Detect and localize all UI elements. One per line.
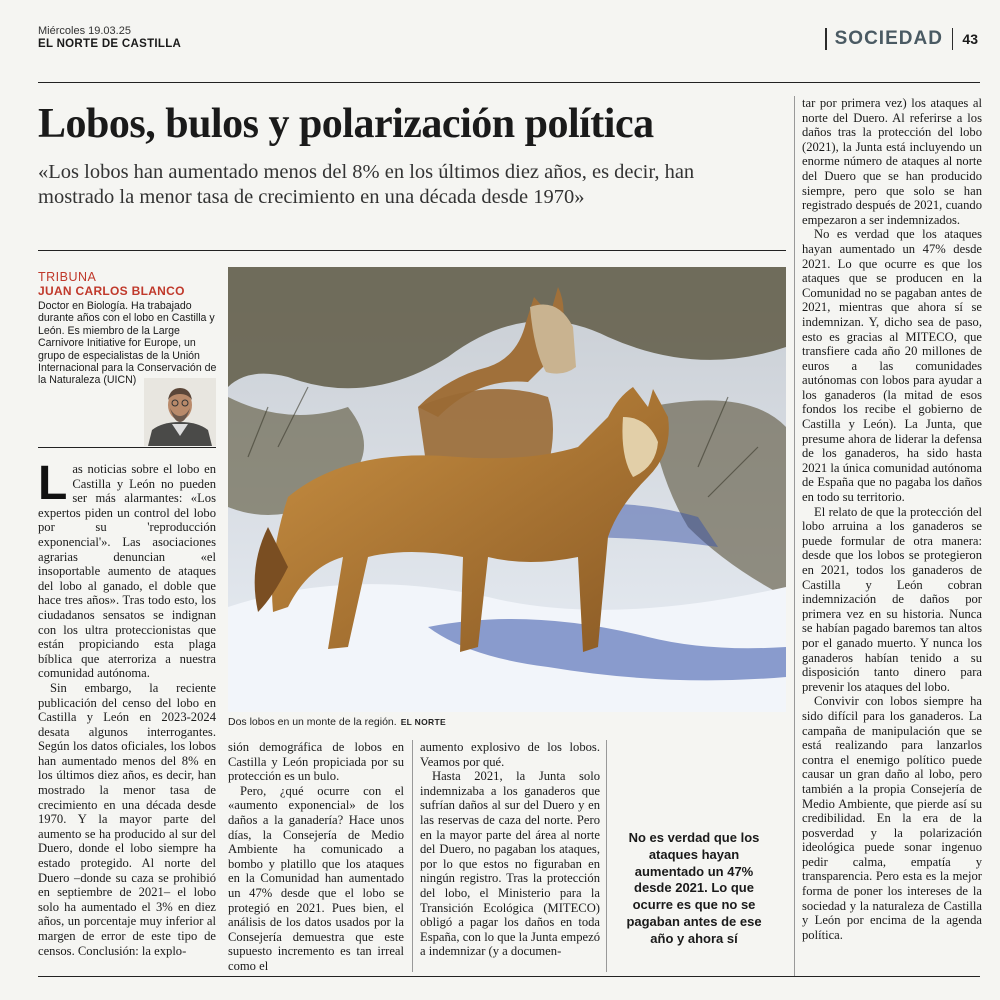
column-4 <box>802 96 982 942</box>
bio-rule <box>38 447 216 448</box>
page-number: 43 <box>962 31 978 47</box>
paragraph: tar por primera vez) los ataques al norte del Duero. Al referirse a los daños tras la protección del lobo (2021), la Junta está incluyendo un enorme número de ataques al norte del Duero que se han producido siempre, pero que solo se han registrado después de 2021, cuando empezaron a ser indemnizados. <box>802 96 982 227</box>
drop-cap: L <box>38 457 68 510</box>
pull-quote: No es verdad que los ataques hayan aumentado un 47% desde 2021. Lo que ocurre es que no se pagaban antes de ese año y ahora sí <box>626 830 762 946</box>
column-divider <box>606 740 607 972</box>
photo-credit: EL NORTE <box>400 717 446 727</box>
section-name: SOCIEDAD <box>834 28 943 49</box>
newspaper-name: EL NORTE DE CASTILLA <box>38 38 182 50</box>
headline: Lobos, bulos y polarización política <box>38 101 654 147</box>
column-divider <box>412 740 413 972</box>
issue-date: Miércoles 19.03.25 <box>38 25 131 37</box>
wolves-photo <box>228 267 786 712</box>
author-portrait <box>144 378 216 446</box>
photo-caption <box>228 716 446 728</box>
author-bio: Doctor en Biología. Ha trabajado durante años con el lobo en Castilla y León. Es miembro de la Large Carnivore Initiative for Europe, un grupo de especialistas de la Unión Internacional para la Conservación de la Naturaleza (UICN) <box>38 300 217 387</box>
subheadline: «Los lobos han aumentado menos del 8% en los últimos diez años, es decir, han mostrado la menor tasa de crecimiento en una década desde 1970» <box>38 161 695 208</box>
column-2 <box>228 740 404 974</box>
column-divider <box>794 96 795 976</box>
column-3 <box>420 740 600 959</box>
headline-rule <box>38 250 786 251</box>
paragraph: Convivir con lobos siempre ha sido difícil para los ganaderos. La campaña de manipulación que se está realizando para lanzarlos contra el enemigo político puede causar un gran daño al lobo, pero también a la propia Consejería de Medio Ambiente, que pierde así su credibilidad. En la era de la posverdad y la polarización ideológica puede sonar ingenuo pedir calma, empatía y transparencia. Pero esta es la mejor forma de poner los intereses de la sociedad y la naturaleza de Castilla y León por encima de la agenda política. <box>802 694 982 942</box>
bottom-rule <box>38 976 980 977</box>
paragraph: aumento explosivo de los lobos. Veamos por qué. <box>420 740 600 769</box>
paragraph: El relato de que la protección del lobo arruina a los ganaderos se puede formular de otra manera: desde que los lobos se protegieron en 2021, todos los ganaderos de Castilla y León cobran indemnización de daños por primera vez en su historia. Nunca se habían pagado baremos tan altos por el ganado muerto. Y nunca los ganaderos habían tenido a su disposición tanto dinero para prevenir los ataques del lobo. <box>802 504 982 694</box>
section-header <box>825 28 978 50</box>
section-divider <box>825 28 827 50</box>
page-divider <box>952 28 954 50</box>
paragraph: Pero, ¿qué ocurre con el «aumento exponencial» de los daños a la ganadería? Hace unos días, la Consejería de Medio Ambiente ha comunicado a bombo y platillo que los ataques en la Comunidad han aumentado un 47% desde que el lobo se protegió en 2021. Pues bien, el análisis de los datos usados por la Consejería demuestra que este supuesto incremento es tan irreal como el <box>228 783 404 973</box>
paragraph: as noticias sobre el lobo en Castilla y León no pueden ser más alarmantes: «Los expertos piden un control del lobo por su 'reproducción exponencial'». Las asociaciones agrarias denuncian «el insoportable aumento de ataques del lobo al ganado, el doble que hace tres años». Tras todo esto, los ciudadanos sensatos se indignan con los ultra proteccionistas que están propiciando esta plaga bíblica que aterroriza a nuestra comunidad autónoma. <box>38 462 216 681</box>
column-1 <box>38 457 216 958</box>
top-rule <box>38 82 980 83</box>
paragraph: sión demográfica de lobos en Castilla y León propiciada por su protección es un bulo. <box>228 740 404 784</box>
paragraph: No es verdad que los ataques hayan aumentado un 47% desde 2021. Lo que ocurre es que los ataques que se producen en la Comunidad no se pagaban antes de 2021, mientras que ahora sí se indemnizan. Y, dicho sea de paso, esto es gracias al MITECO, que transfiere cada año 20 millones de euros a las comunidades autónomas con lobos para ayudar a los ganaderos (la mitad de esos fondos los recibe el gobierno de Castilla y León). La Junta, que presume ahora de liderar la defensa de los ganaderos, ha sido hasta 2021 la única comunidad autónoma de España que no pagaba los daños en todo su territorio. <box>802 227 982 505</box>
author-name: JUAN CARLOS BLANCO <box>38 284 185 298</box>
paragraph: Hasta 2021, la Junta solo indemnizaba a los ganaderos que sufrían daños al sur del Duero y en las reservas de caza del norte. Pero en la mayor parte del área al norte del Duero, no pagaban los ataques, por lo que estos no figuraban en ningún registro. Tras la protección del lobo, el Ministerio para la Transición Ecológica (MITECO) obligó a pagar los daños en toda España, con lo que la Junta empezó a indemnizar (y a documen- <box>420 769 600 959</box>
paragraph: Sin embargo, la reciente publicación del censo del lobo en Castilla y León en 2023-2024 desata algunos interrogantes. Según los datos oficiales, los lobos han aumentado menos del 8% en los últimos diez años, es decir, han mostrado la menor tasa de crecimiento en una década desde 1970. Y la mayor parte del aumento se ha producido al sur del Duero, donde el lobo siempre ha estado protegido. Al norte del Duero –donde su caza se prohibió en septiembre de 2021– el lobo solo ha aumentado el 3% en diez años, un porcentaje muy inferior al margen de error de este tipo de censos. Conclusión: la explo- <box>38 680 216 958</box>
kicker: TRIBUNA <box>38 270 97 284</box>
caption-text: Dos lobos en un monte de la región. <box>228 716 397 728</box>
